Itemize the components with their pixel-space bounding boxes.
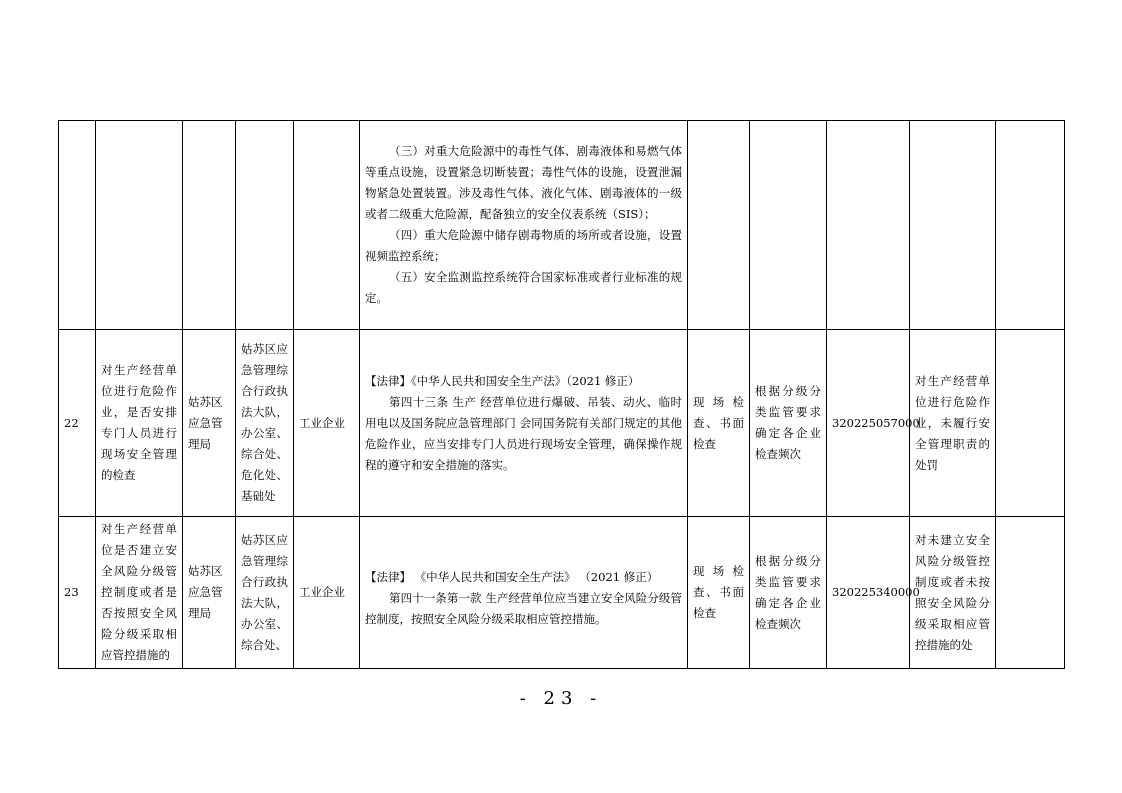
- basis-paragraph: （四）重大危险源中储存剧毒物质的场所或者设施，设置视频监控系统；: [365, 228, 682, 263]
- inspection-method: [688, 121, 750, 330]
- inspection-frequency: 根据分级分类监管要求确定各企业检查频次: [750, 330, 827, 517]
- inspection-item: [96, 121, 183, 330]
- inspection-method: 现场检查、书面检查: [688, 517, 750, 669]
- item-code: 320225340000: [827, 517, 910, 669]
- inspection-object: 工业企业: [294, 517, 360, 669]
- item-code: [827, 121, 910, 330]
- row-index: [59, 121, 96, 330]
- inspection-object: [294, 121, 360, 330]
- inspection-items-table: [58, 120, 1065, 669]
- executor: 姑苏区应急管理综合行政执法大队，办公室、综合处、危化处、基础处: [236, 330, 294, 517]
- department: [183, 121, 236, 330]
- penalty-item: [910, 121, 996, 330]
- row-index: 22: [59, 330, 96, 517]
- executor: [236, 121, 294, 330]
- legal-basis: [360, 517, 688, 669]
- inspection-object: 工业企业: [294, 330, 360, 517]
- remark: [996, 330, 1065, 517]
- department: 姑苏区应急管理局: [183, 330, 236, 517]
- legal-basis: [360, 121, 688, 330]
- remark: [996, 517, 1065, 669]
- inspection-frequency: 根据分级分类监管要求确定各企业检查频次: [750, 517, 827, 669]
- executor: 姑苏区应急管理综合行政执法大队，办公室、综合处、: [236, 517, 294, 669]
- inspection-method: 现场检查、书面检查: [688, 330, 750, 517]
- department: 姑苏区应急管理局: [183, 517, 236, 669]
- legal-basis: [360, 330, 688, 517]
- row-index: 23: [59, 517, 96, 669]
- basis-paragraph: （五）安全监测监控系统符合国家标准或者行业标准的规定。: [365, 270, 682, 305]
- basis-paragraph: （三）对重大危险源中的毒性气体、剧毒液体和易燃气体等重点设施，设置紧急切断装置；毒性气体的设施，设置泄漏物紧急处置装置。涉及毒性气体、液化气体、剧毒液体的一级或者二级重大危险源，配备独立的安全仪表系统（SIS）；: [365, 144, 682, 221]
- table-row: [59, 330, 1065, 517]
- item-code: 320225057000: [827, 330, 910, 517]
- table-row: [59, 517, 1065, 669]
- table-row: [59, 121, 1065, 330]
- inspection-item: 对生产经营单位进行危险作业，是否安排专门人员进行现场安全管理的检查: [96, 330, 183, 517]
- penalty-item: 对未建立安全风险分级管控制度或者未按照安全风险分级采取相应管控措施的处: [910, 517, 996, 669]
- remark: [996, 121, 1065, 330]
- penalty-item: 对生产经营单位进行危险作业，未履行安全管理职责的处罚: [910, 330, 996, 517]
- basis-paragraph: 第四十三条 生产 经营单位进行爆破、吊装、动火、临时用电以及国务院应急管理部门 会同国务院有关部门规定的其他危险作业，应当安排专门人员进行现场安全管理，确保操作规程的遵守和安全措施的落实。: [365, 394, 682, 472]
- inspection-frequency: [750, 121, 827, 330]
- inspection-item: 对生产经营单位是否建立安全风险分级管控制度或者是否按照安全风险分级采取相应管控措施的: [96, 517, 183, 669]
- basis-paragraph: 第四十一条第一款 生产经营单位应当建立安全风险分级管控制度，按照安全风险分级采取相应管控措施。: [365, 591, 682, 626]
- law-title: 【法律】 《中华人民共和国安全生产法》 （2021 修正）: [365, 570, 659, 584]
- law-title: 【法律】《中华人民共和国安全生产法》（2021 修正）: [365, 373, 640, 388]
- page-number: - 23 -: [519, 688, 603, 709]
